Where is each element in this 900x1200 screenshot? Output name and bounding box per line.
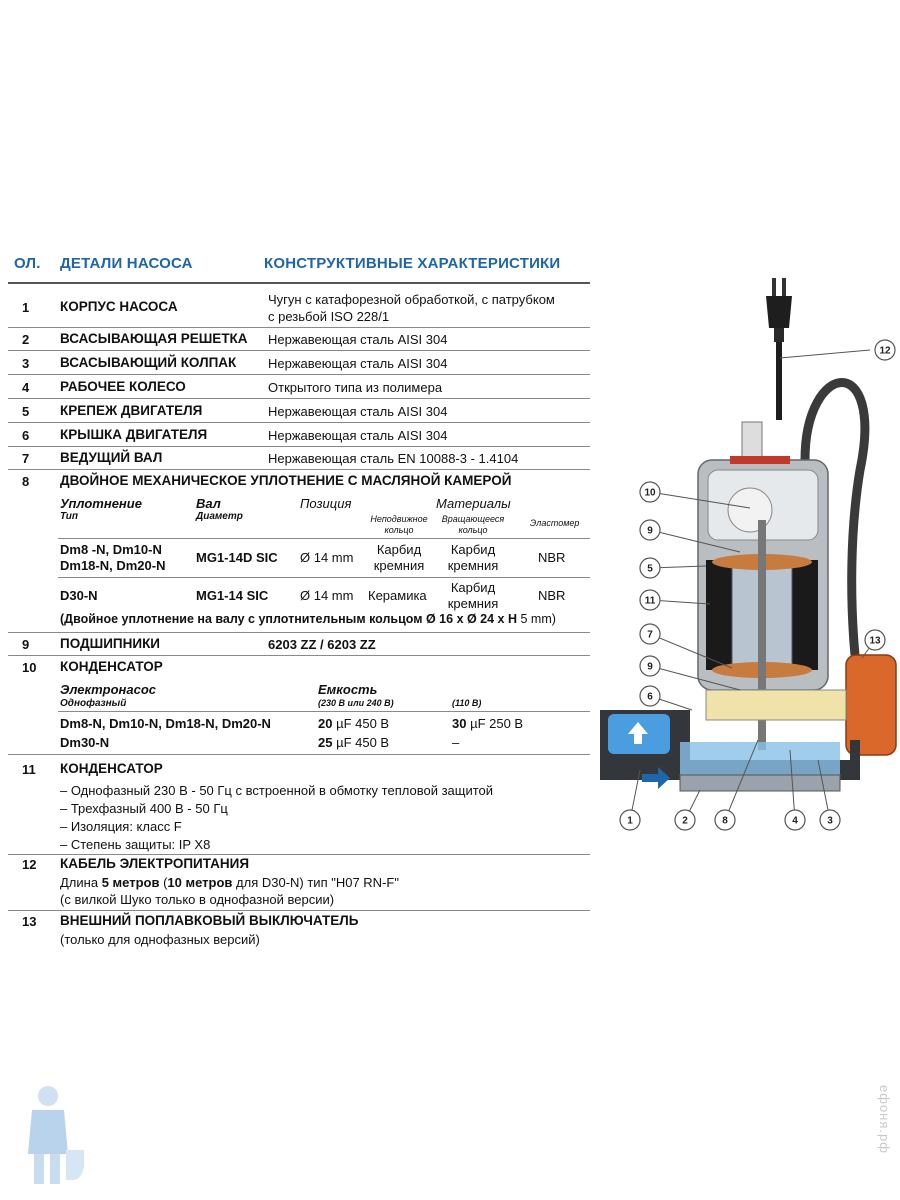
seal-note (60, 612, 556, 626)
seal-note-tail: 5 mm) (520, 612, 556, 626)
callout-label: 3 (827, 815, 833, 827)
callout-label: 2 (682, 815, 688, 827)
seal-r2-diameter: Ø 14 mm (300, 588, 354, 603)
seal-r2-type: MG1-14 SIC (196, 588, 269, 603)
motor-line-1: – Однофазный 230 В - 50 Гц с встроенной в обмотку тепловой защитой (60, 783, 494, 798)
seal-title: ДВОЙНОЕ МЕХАНИЧЕСКОЕ УПЛОТНЕНИЕ С МАСЛЯНОЙ КАМЕРОЙ (60, 473, 512, 488)
cap-r1-230-unit: µF 450 В (336, 716, 390, 731)
cap-col-110: (110 В) (452, 698, 482, 708)
cap-r1-230 (318, 716, 389, 731)
cap-header-divider (58, 711, 590, 712)
row-num: 5 (22, 404, 30, 419)
top-cap (730, 456, 790, 464)
seal-col-shaft-sub: Диаметр (196, 511, 243, 522)
row-material: Нержавеющая сталь AISI 304 (268, 428, 448, 443)
callout-label: 4 (792, 815, 798, 827)
capacitor-part: КОНДЕНСАТОР (60, 659, 163, 674)
callout-label: 12 (879, 345, 891, 357)
seal-r2-rotating: Карбид кремния (447, 580, 499, 611)
row-num: 2 (22, 332, 30, 347)
motor-part: КОНДЕНСАТОР (60, 761, 163, 776)
row-part: ВСАСЫВАЮЩАЯ РЕШЕТКА (60, 331, 248, 346)
cap-r1-models: Dm8-N, Dm10-N, Dm18-N, Dm20-N (60, 716, 271, 731)
seal-col-materials: Материалы (436, 496, 511, 511)
row-material: Нержавеющая сталь AISI 304 (268, 332, 448, 347)
row-num: 1 (22, 300, 30, 315)
row-part: ВЕДУЩИЙ ВАЛ (60, 450, 163, 465)
row-num: 3 (22, 356, 30, 371)
callout-label: 9 (647, 661, 653, 673)
row-part: ВСАСЫВАЮЩИЙ КОЛПАК (60, 355, 237, 370)
row-divider (8, 754, 590, 755)
seal-col-elastomer: Эластомер (530, 518, 580, 528)
header-divider (8, 282, 590, 284)
float-part: ВНЕШНИЙ ПОПЛАВКОВЫЙ ВЫКЛЮЧАТЕЛЬ (60, 913, 359, 928)
cap-col-capacity-sub: (230 В или 240 В) (318, 698, 394, 708)
seal-r2-fixed: Керамика (368, 588, 427, 603)
cable-line-1 (60, 875, 399, 890)
pump-illustration (600, 270, 900, 850)
row-material: Чугун с катафорезной обработкой, с патрубком (268, 292, 555, 307)
cap-col-pump-sub: Однофазный (60, 698, 127, 709)
row-divider (8, 469, 590, 470)
cap-col-pump: Электронасос (60, 682, 157, 697)
callout-label: 13 (869, 635, 881, 647)
row-part: КРЕПЕЖ ДВИГАТЕЛЯ (60, 403, 203, 418)
cable-text: Длина (60, 875, 102, 890)
seal-r1-elastomer: NBR (538, 550, 566, 565)
row-material: Нержавеющая сталь AISI 304 (268, 356, 448, 371)
row-divider (8, 374, 590, 375)
motor-housing (698, 422, 846, 750)
callout-label: 10 (644, 487, 656, 499)
seal-col-seal: Уплотнение (60, 496, 142, 511)
seal-r2-elastomer: NBR (538, 588, 566, 603)
row-divider (8, 632, 590, 633)
seal-col-fixed-ring: Неподвижное кольцо (370, 514, 428, 535)
row-material: Открытого типа из полимера (268, 380, 443, 395)
seal-col-seal-sub: Тип (60, 511, 78, 522)
side-watermark: ефоня.рф (877, 1085, 892, 1154)
oil-chamber (706, 690, 846, 720)
cap-r1-110-unit: µF 250 В (470, 716, 524, 731)
row-num: 9 (22, 637, 30, 652)
row-num: 11 (22, 762, 36, 777)
callout-label: 11 (644, 595, 656, 607)
row-divider (8, 446, 590, 447)
cap-r1-110-value: 30 (452, 716, 471, 731)
float-line-1: (только для однофазных версий) (60, 932, 260, 947)
schuko-plug-icon (766, 278, 792, 342)
callout-label: 8 (722, 815, 728, 827)
header-features: КОНСТРУКТИВНЫЕ ХАРАКТЕРИСТИКИ (264, 255, 561, 272)
seal-r1-models: Dm8 -N, Dm10-N (60, 542, 162, 557)
row-num: 13 (22, 914, 37, 929)
callout-label: 5 (647, 563, 653, 575)
motor-line-4: – Степень защиты: IP X8 (60, 837, 211, 852)
cable-length-5: 5 метров (101, 875, 160, 890)
cable-text: ( (159, 875, 168, 890)
row-divider (8, 655, 590, 656)
row-part: РАБОЧЕЕ КОЛЕСО (60, 379, 186, 394)
cap-r1-110 (452, 716, 523, 731)
callout-label: 9 (647, 525, 653, 537)
callout-label: 7 (647, 629, 653, 641)
seal-r1-models-2: Dm18-N, Dm20-N (60, 558, 166, 573)
seal-r1-fixed: Карбид кремния (373, 542, 425, 573)
cap-r2-230-value: 25 (318, 735, 337, 750)
motor-line-2: – Трехфазный 400 В - 50 Гц (60, 801, 228, 816)
row-material: Нержавеющая сталь EN 10088-3 - 1.4104 (268, 451, 519, 466)
row-num: 12 (22, 857, 37, 872)
pump-cutaway-svg (600, 270, 900, 850)
suction-grid (680, 775, 840, 791)
row-divider (8, 350, 590, 351)
row-material: Нержавеющая сталь AISI 304 (268, 404, 448, 419)
plumber-logo-icon (18, 1080, 88, 1190)
row-num: 8 (22, 474, 30, 489)
callout-label: 6 (647, 691, 653, 703)
cap-r1-230-value: 20 (318, 716, 337, 731)
row-num: 6 (22, 428, 30, 443)
seal-row-divider (58, 577, 590, 578)
row-num: 10 (22, 660, 37, 675)
header-parts: ДЕТАЛИ НАСОСА (60, 255, 193, 272)
cap-r2-230 (318, 735, 389, 750)
cap-r2-230-unit: µF 450 В (336, 735, 390, 750)
row-divider (8, 327, 590, 328)
row-part: КОРПУС НАСОСА (60, 299, 178, 314)
cap-r2-models: Dm30-N (60, 735, 110, 750)
callout-label: 1 (627, 815, 633, 827)
cable-length-10: 10 метров (167, 875, 233, 890)
seal-note-bold: (Двойное уплотнение на валу с уплотнительным кольцом Ø 16 x Ø 24 x H (60, 612, 521, 626)
seal-col-shaft: Вал (196, 496, 221, 511)
seal-header-divider (58, 538, 590, 539)
row-part: КРЫШКА ДВИГАТЕЛЯ (60, 427, 208, 442)
row-divider (8, 422, 590, 423)
seal-col-position: Позиция (300, 496, 352, 511)
cable-part: КАБЕЛЬ ЭЛЕКТРОПИТАНИЯ (60, 856, 250, 871)
seal-r2-models: D30-N (60, 588, 98, 603)
cable-line-2: (с вилкой Шуко только в однофазной версии) (60, 892, 335, 907)
cap-r2-110: – (452, 735, 460, 750)
row-num: 4 (22, 380, 30, 395)
seal-col-rotating-ring: Вращающееся кольцо (441, 514, 505, 535)
seal-r1-diameter: Ø 14 mm (300, 550, 354, 565)
header-pos: ОЛ. (14, 255, 41, 272)
row-divider (8, 910, 590, 911)
bearings-part: ПОДШИПНИКИ (60, 636, 161, 651)
row-divider (8, 398, 590, 399)
row-divider (8, 854, 590, 855)
seal-r1-rotating: Карбид кремния (447, 542, 499, 573)
seal-r1-type: MG1-14D SIC (196, 550, 278, 565)
bearings-value: 6203 ZZ / 6203 ZZ (268, 637, 376, 652)
pump-body (600, 710, 860, 791)
row-num: 7 (22, 451, 30, 466)
row-material-2: с резьбой ISO 228/1 (268, 309, 390, 324)
cable-type: для D30-N) тип "H07 RN-F" (232, 875, 399, 890)
cap-col-capacity: Емкость (318, 682, 378, 697)
motor-line-3: – Изоляция: класс F (60, 819, 182, 834)
